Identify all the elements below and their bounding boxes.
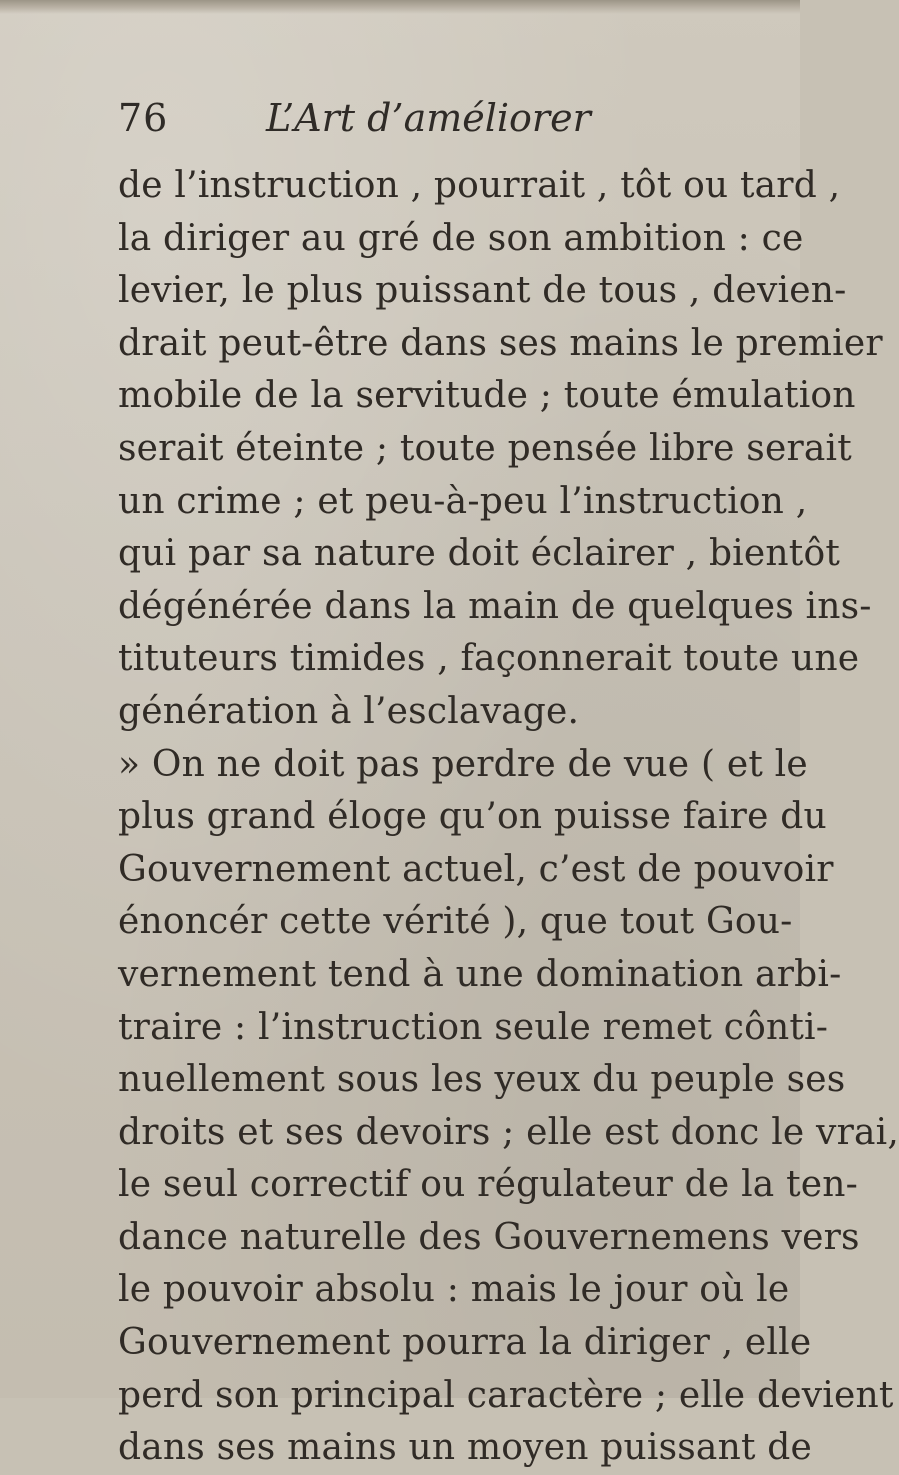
text-line: tituteurs timides , façonnerait toute une bbox=[118, 638, 860, 680]
text-line: droits et ses devoirs ; elle est donc le vrai, bbox=[118, 1111, 899, 1153]
text-line: nuellement sous les yeux du peuple ses bbox=[118, 1059, 846, 1101]
page-header bbox=[118, 96, 678, 146]
text-line: la diriger au gré de son ambition : ce bbox=[118, 217, 804, 259]
text-line: dans ses mains un moyen puissant de bbox=[118, 1427, 813, 1469]
text-line: mobile de la servitude ; toute émulation bbox=[118, 375, 856, 417]
running-title: L’Art d’améliorer bbox=[266, 96, 591, 140]
page-number: 76 bbox=[118, 96, 169, 140]
text-line: énoncér cette vérité ), que tout Gou- bbox=[118, 901, 793, 943]
text-line: Gouvernement actuel, c’est de pouvoir bbox=[118, 848, 834, 890]
text-line: traire : l’instruction seule remet cônti- bbox=[118, 1006, 829, 1048]
text-line: Gouvernement pourra la diriger , elle bbox=[118, 1322, 812, 1364]
page-top-edge bbox=[0, 0, 800, 14]
text-line: serait éteinte ; toute pensée libre serait bbox=[118, 427, 852, 469]
text-line: dégénérée dans la main de quelques ins- bbox=[118, 585, 872, 627]
text-line: qui par sa nature doit éclairer , bientôt bbox=[118, 533, 840, 575]
text-line: vernement tend à une domination arbi- bbox=[118, 953, 842, 995]
text-line: perd son principal caractère ; elle devient bbox=[118, 1374, 894, 1416]
text-line: levier, le plus puissant de tous , devien- bbox=[118, 270, 847, 312]
text-line: génération à l’esclavage. bbox=[118, 690, 580, 732]
text-line: un crime ; et peu-à-peu l’instruction , bbox=[118, 480, 808, 522]
text-line: dance naturelle des Gouvernemens vers bbox=[118, 1216, 860, 1258]
text-line: le seul correctif ou régulateur de la ten- bbox=[118, 1164, 859, 1206]
text-line: de l’instruction , pourrait , tôt ou tard , bbox=[118, 165, 841, 206]
text-line: » On ne doit pas perdre de vue ( et le bbox=[118, 743, 808, 785]
body-text bbox=[118, 160, 899, 1475]
text-line: drait peut-être dans ses mains le premier bbox=[118, 322, 883, 364]
text-line: le pouvoir absolu : mais le jour où le bbox=[118, 1269, 790, 1311]
text-line: plus grand éloge qu’on puisse faire du bbox=[118, 796, 827, 838]
